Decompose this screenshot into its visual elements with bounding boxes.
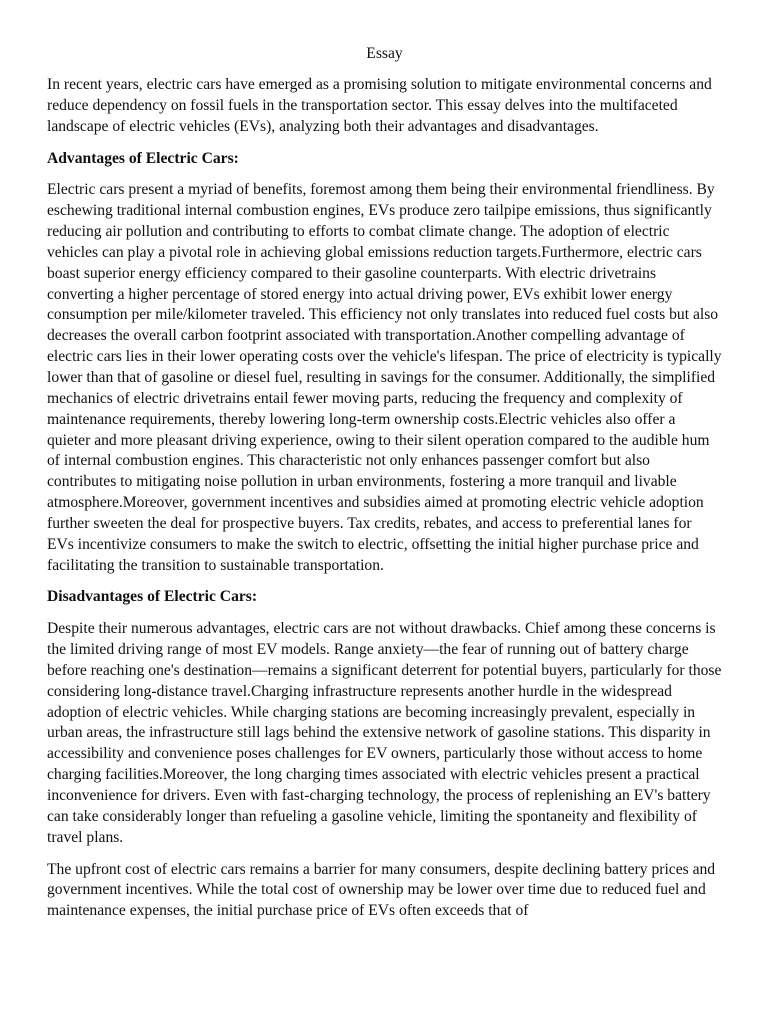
intro-paragraph: In recent years, electric cars have emerged as a promising solution to mitigate environmental concerns and reduce dependency on fossil fuels in the transportation sector. This essay delves into the multifaceted landscape of electric vehicles (EVs), analyzing both their advantages and disadvantages. (47, 76, 712, 135)
section-heading-disadvantages: Disadvantages of Electric Cars: (47, 588, 258, 606)
section-disadvantages (47, 587, 722, 922)
disadvantages-paragraph-2: The upfront cost of electric cars remains a barrier for many consumers, despite declining battery prices and government incentives. While the total cost of ownership may be lower over time due to reduced fuel and maintenance expenses, the initial purchase price of EVs often exceeds that of (47, 860, 716, 920)
advantages-paragraph: Electric cars present a myriad of benefits, foremost among them being their environmental friendliness. By eschewing traditional internal combustion engines, EVs produce zero tailpipe emissions, thus significantly reducing air pollution and contributing to efforts to combat climate change. The adoption of electric vehicles can play a pivotal role in achieving global emissions reduction targets.Furthermore, electric cars boast superior energy efficiency compared to their gasoline counterparts. With electric drivetrains converting a higher percentage of stored energy into actual driving power, EVs exhibit lower energy consumption per mile/kilometer traveled. This efficiency not only translates into reduced fuel costs but also decreases the overall carbon footprint associated with transportation.Another compelling advantage of electric cars lies in their lower operating costs over the vehicle's lifespan. The price of electricity is typically lower than that of gasoline or diesel fuel, resulting in savings for the consumer. Additionally, the simplified mechanics of electric drivetrains entail fewer moving parts, reducing the frequency and complexity of maintenance requirements, thereby lowering long-term ownership costs.Electric vehicles also offer a quieter and more pleasant driving experience, owing to their silent operation compared to the audible hum of internal combustion engines. This characteristic not only enhances passenger comfort but also contributes to mitigating noise pollution in urban environments, fostering a more tranquil and livable atmosphere.Moreover, government incentives and subsidies aimed at promoting electric vehicle adoption further sweeten the deal for prospective buyers. Tax credits, rebates, and access to preferential lanes for EVs incentivize consumers to make the switch to electric, offsetting the initial higher purchase price and facilitating the transition to sustainable transportation. (47, 181, 722, 574)
section-heading-advantages: Advantages of Electric Cars: (47, 149, 239, 167)
section-advantages (47, 149, 722, 577)
document-title: Essay (366, 45, 403, 62)
document-page (47, 44, 722, 933)
disadvantages-paragraph-1: Despite their numerous advantages, electric cars are not without drawbacks. Chief among these concerns is the limited driving range of most EV models. Range anxiety—the fear of running out of battery charge before reaching one's destination—remains a significant deterrent for potential buyers, particularly for those considering long-distance travel.Charging infrastructure represents another hurdle in the widespread adoption of electric vehicles. While charging stations are becoming increasingly prevalent, especially in urban areas, the infrastructure still lags behind the extensive network of gasoline stations. This disparity in accessibility and convenience poses challenges for EV owners, particularly those without access to home charging facilities.Moreover, the long charging times associated with electric vehicles present a practical inconvenience for drivers. Even with fast-charging technology, the process of replenishing an EV's battery can take considerably longer than refueling a gasoline vehicle, limiting the spontaneity and flexibility of travel plans. (47, 620, 722, 846)
